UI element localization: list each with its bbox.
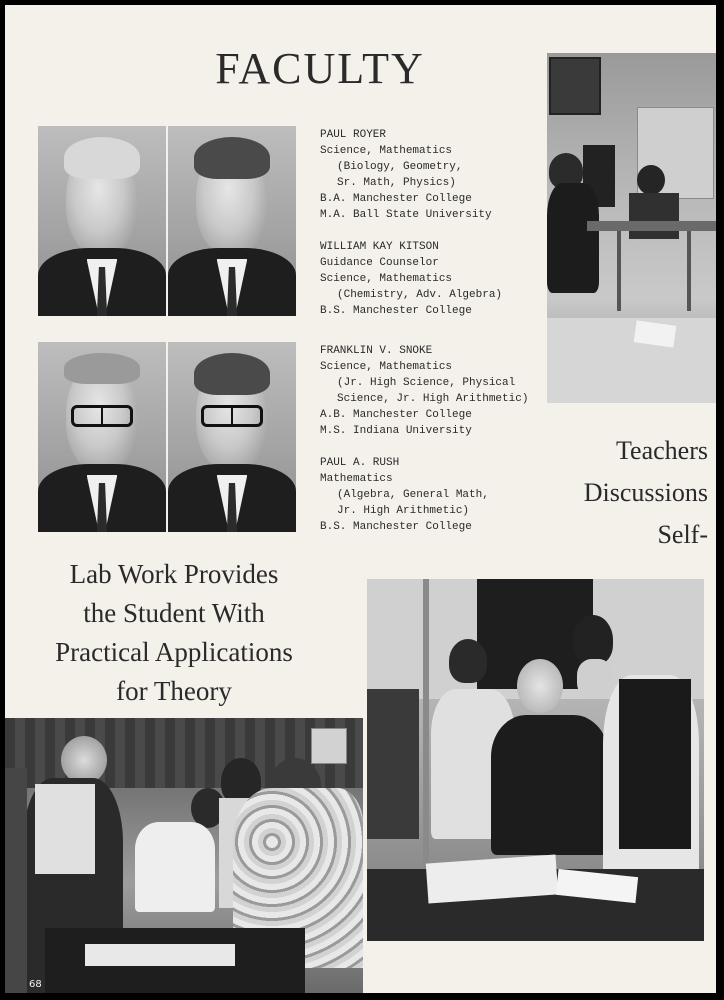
page-title: FACULTY — [215, 44, 425, 93]
faculty-courses: Science, Jr. High Arithmetic) — [337, 393, 529, 405]
lab-heading-line: Practical Applications — [55, 637, 293, 667]
faculty-courses: (Jr. High Science, Physical — [337, 377, 516, 389]
yearbook-page — [5, 5, 716, 993]
teachers-heading-line3: Self- — [657, 520, 708, 549]
faculty-subject: Science, Mathematics — [320, 145, 453, 157]
portrait-william-kay-kitson — [168, 126, 296, 316]
faculty-courses: Sr. Math, Physics) — [337, 177, 456, 189]
lab-heading-line: the Student With — [83, 598, 265, 628]
faculty-subject: Science, Mathematics — [320, 361, 453, 373]
faculty-degree: B.S. Manchester College — [320, 305, 472, 317]
faculty-courses: (Chemistry, Adv. Algebra) — [337, 289, 503, 301]
faculty-entry-william-kay-kitson — [320, 239, 502, 319]
faculty-role: Guidance Counselor — [320, 257, 439, 269]
faculty-degree: A.B. Manchester College — [320, 409, 472, 421]
lab-photo-students-experiment — [5, 718, 363, 993]
portrait-franklin-v-snoke — [38, 342, 166, 532]
faculty-entry-paul-a-rush — [320, 455, 489, 535]
faculty-name: WILLIAM KAY KITSON — [320, 241, 439, 253]
faculty-name: PAUL A. RUSH — [320, 457, 400, 469]
portrait-paul-royer — [38, 126, 166, 316]
faculty-subject: Science, Mathematics — [320, 273, 453, 285]
teachers-heading-line2: Discussions — [583, 478, 708, 507]
faculty-courses: (Algebra, General Math, — [337, 489, 489, 501]
faculty-degree: M.S. Indiana University — [320, 425, 472, 437]
faculty-name: FRANKLIN V. SNOKE — [320, 345, 433, 357]
faculty-entry-franklin-v-snoke — [320, 343, 528, 439]
lab-heading-line: Lab Work Provides — [69, 559, 279, 589]
portrait-paul-a-rush — [168, 342, 296, 532]
lab-photo-teacher-students — [367, 579, 704, 941]
lab-heading-line: for Theory — [116, 676, 232, 706]
page-number: 68 — [29, 979, 42, 990]
faculty-entry-paul-royer — [320, 127, 492, 223]
lab-work-heading — [15, 555, 333, 711]
faculty-name: PAUL ROYER — [320, 129, 387, 141]
faculty-degree: B.S. Manchester College — [320, 521, 472, 533]
faculty-courses: Jr. High Arithmetic) — [337, 505, 470, 517]
faculty-subject: Mathematics — [320, 473, 393, 485]
faculty-courses: (Biology, Geometry, — [337, 161, 463, 173]
faculty-degree: M.A. Ball State University — [320, 209, 492, 221]
classroom-photo — [547, 53, 716, 403]
faculty-degree: B.A. Manchester College — [320, 193, 472, 205]
teachers-heading-line1: Teachers — [615, 436, 708, 465]
